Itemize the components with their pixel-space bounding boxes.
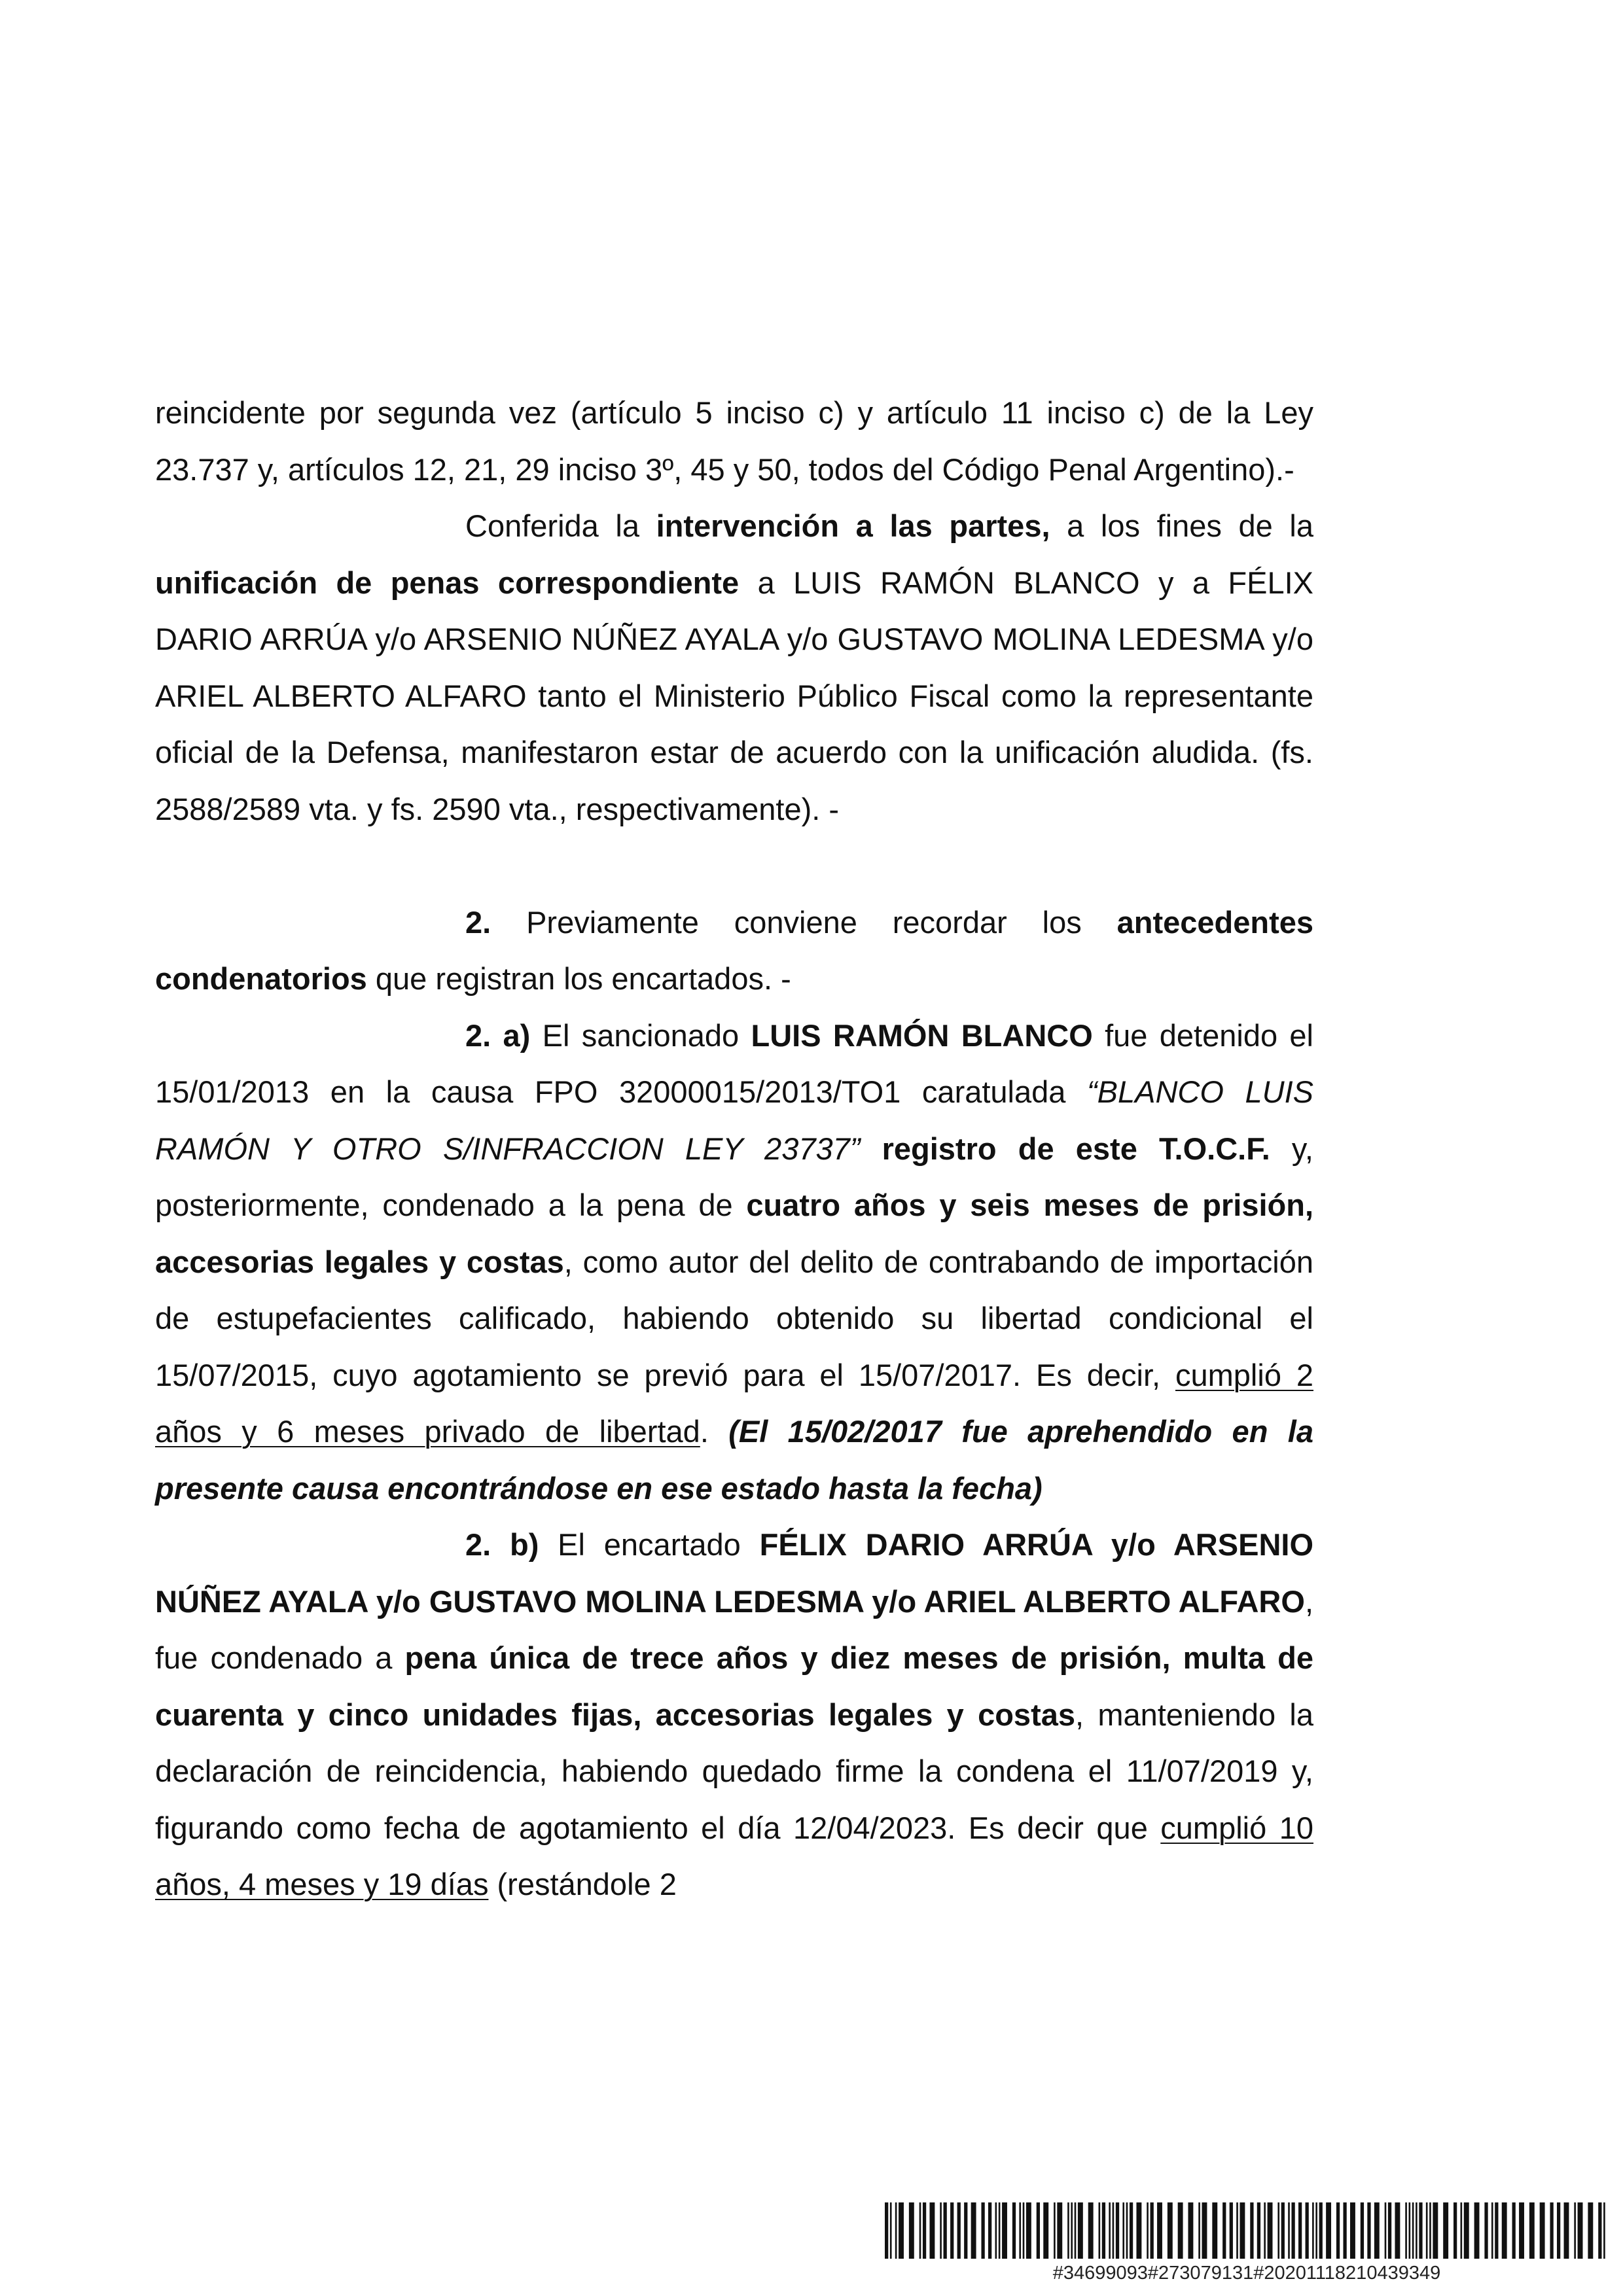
text-run: , manteniendo la declaración de reincidencia, habiendo quedado firme la condena el 11/07/2019 y, figurando como fecha de agotamiento el día 12/04/2023. Es decir que: [155, 1697, 1313, 1845]
barcode-bar: [1426, 2202, 1428, 2259]
barcode-bar: [1306, 2202, 1309, 2259]
barcode-bar: [1102, 2202, 1105, 2259]
text-run: Previamente conviene recordar los: [491, 904, 1117, 940]
barcode-bar: [1126, 2202, 1128, 2259]
barcode-bar: [1178, 2202, 1183, 2259]
barcode-bar: [1474, 2202, 1480, 2259]
barcode-bar: [1043, 2202, 1048, 2259]
barcode-bar: [1385, 2202, 1387, 2259]
barcode-bar: [1540, 2202, 1545, 2259]
barcode-bar: [1281, 2202, 1285, 2259]
barcode-bar: [1026, 2202, 1031, 2259]
barcode-bar: [1312, 2202, 1314, 2259]
barcode-bar: [1054, 2202, 1056, 2259]
text-run: fue detenido el 15/01/2013 en la causa FPO 32000015/2013/TO1 caratulada: [155, 1017, 1313, 1109]
paragraph-legal-citation: [155, 385, 1313, 498]
barcode-bar: [909, 2202, 914, 2259]
barcode-bar: [1222, 2202, 1226, 2259]
text-run: y, posteriormente, condenado a la pena de: [155, 1131, 1313, 1222]
barcode-bar: [957, 2202, 961, 2259]
barcode-bar: [1019, 2202, 1021, 2259]
text-run: que registran los encartados. -: [366, 961, 791, 996]
barcode-bar: [1240, 2202, 1245, 2259]
barcode-bar: [1136, 2202, 1141, 2259]
barcode-bar: [981, 2202, 984, 2259]
barcode-bar: [1343, 2202, 1346, 2259]
barcode-bar: [1388, 2202, 1391, 2259]
text-run: cumplió 10 años, 4 meses y 19 días: [155, 1810, 1313, 1901]
barcode-bar: [1257, 2202, 1260, 2259]
barcode-bar: [1168, 2202, 1173, 2259]
text-run: cumplió 2 años y 6 meses privado de libertad: [155, 1357, 1313, 1449]
barcode-bar: [1464, 2202, 1469, 2259]
barcode-bar: [1012, 2202, 1016, 2259]
barcode-bar: [971, 2202, 976, 2259]
barcode-bar: [1491, 2202, 1493, 2259]
barcode-bar: [1319, 2202, 1323, 2259]
barcode-bar: [1075, 2202, 1077, 2259]
text-run: (restándole 2: [488, 1867, 677, 1901]
text-run: 2.: [465, 904, 491, 940]
paragraph-arrua: [155, 1517, 1313, 1913]
barcode-bar: [1277, 2202, 1279, 2259]
barcode-bar: [1433, 2202, 1438, 2259]
barcode-bar: [1429, 2202, 1431, 2259]
barcode-bar: [1067, 2202, 1069, 2259]
barcode-bar: [919, 2202, 921, 2259]
blank-line: [155, 838, 1313, 894]
barcode-bar: [1268, 2202, 1273, 2259]
paragraph-intervention: [155, 498, 1313, 838]
barcode-bar: [1188, 2202, 1193, 2259]
text-run: 2. a): [465, 1017, 531, 1053]
text-run: a LUIS RAMÓN BLANCO y a FÉLIX DARIO ARRÚA y/o ARSENIO NÚÑEZ AYALA y/o GUSTAVO MOLINA LEDESMA y/o ARIEL ALBERTO ALFARO tanto el Ministerio Público Fiscal como la representante oficial de la Defensa, manifestaron estar de acuerdo con la unificación aludida. (fs. 2588/2589 vta. y fs. 2590 vta., respectivamente). -: [155, 565, 1314, 826]
barcode-bar: [1557, 2202, 1560, 2259]
barcode-bar: [1564, 2202, 1569, 2259]
barcode-bar: [999, 2202, 1001, 2259]
text-run: unificación de penas correspondiente: [155, 565, 740, 600]
barcode-bar: [950, 2202, 954, 2259]
barcode-bar: [1405, 2202, 1407, 2259]
barcode-bar: [899, 2202, 904, 2259]
barcode-bar: [1212, 2202, 1217, 2259]
barcode-bar: [1336, 2202, 1340, 2259]
text-run: a los fines de la: [1050, 508, 1313, 543]
barcode-bar: [1454, 2202, 1457, 2259]
text-run: reincidente por segunda vez (artículo 5 inciso c) y artículo 11 inciso c) de la Ley 23.737 y, artículos 12, 21, 29 inciso 3º, 45 y 50, todos del Código Penal Argentino).-: [155, 395, 1313, 487]
barcode-bar: [1071, 2202, 1073, 2259]
barcode-bar: [1416, 2202, 1418, 2259]
barcode-bar: [940, 2202, 942, 2259]
text-run: antecedentes condenatorios: [155, 904, 1313, 996]
barcode-graphic: [885, 2202, 1609, 2259]
barcode-bar: [885, 2202, 888, 2259]
barcode-bar: [1157, 2202, 1162, 2259]
barcode-bar: [1598, 2202, 1601, 2259]
text-run: intervención a las partes,: [656, 508, 1050, 543]
text-run: , como autor del delito de contrabando de importación de estupefacientes calificado, habiendo obtenido su libertad condicional el 15/07/2015, cuyo agotamiento se previó para el 15/07/2017. Es decir,: [155, 1244, 1313, 1392]
barcode-bar: [1113, 2202, 1115, 2259]
paragraph-blanco: [155, 1008, 1313, 1517]
barcode-bar: [1147, 2202, 1149, 2259]
barcode-bar: [1350, 2202, 1355, 2259]
barcode-bar: [964, 2202, 967, 2259]
barcode-bar: [1361, 2202, 1364, 2259]
barcode-bar: [1578, 2202, 1583, 2259]
barcode-bar: [1574, 2202, 1576, 2259]
barcode-bar: [1023, 2202, 1025, 2259]
barcode-bar: [1326, 2202, 1331, 2259]
barcode-bar: [1512, 2202, 1516, 2259]
text-run: (El 15/02/2017 fue aprehendido en la presente causa encontrándose en ese estado hasta la fecha): [155, 1414, 1313, 1506]
barcode-bar: [1078, 2202, 1083, 2259]
barcode-number: #34699093#273079131#20201118210439349: [1052, 2263, 1441, 2284]
text-run: registro de este T.O.C.F.: [882, 1131, 1270, 1166]
barcode-bar: [1230, 2202, 1233, 2259]
text-run: FÉLIX DARIO ARRÚA y/o ARSENIO NÚÑEZ AYALA y/o GUSTAVO MOLINA LEDESMA y/o ARIEL ALBERTO ALFARO: [155, 1527, 1314, 1619]
barcode-bar: [1150, 2202, 1154, 2259]
text-run: Conferida la: [465, 508, 656, 543]
barcode-bar: [1484, 2202, 1488, 2259]
barcode-bar: [1419, 2202, 1422, 2259]
barcode-bar: [1122, 2202, 1124, 2259]
barcode-bar: [1116, 2202, 1119, 2259]
barcode-bar: [890, 2202, 892, 2259]
barcode-bar: [1529, 2202, 1535, 2259]
barcode-bar: [1291, 2202, 1294, 2259]
text-run: cuatro años y seis meses de prisión, accesorias legales y costas: [155, 1188, 1314, 1279]
barcode-bar: [1099, 2202, 1101, 2259]
barcode-bar: [944, 2202, 947, 2259]
text-run: 2. b): [465, 1527, 539, 1562]
barcode-bar: [1202, 2202, 1207, 2259]
document-body: [155, 385, 1313, 1913]
barcode-bar: [1550, 2202, 1553, 2259]
barcode-bar: [1461, 2202, 1463, 2259]
barcode-bar: [988, 2202, 991, 2259]
barcode-bar: [1588, 2202, 1593, 2259]
barcode-bar: [1409, 2202, 1411, 2259]
barcode-bar: [1250, 2202, 1253, 2259]
barcode-bar: [995, 2202, 997, 2259]
barcode-bar: [929, 2202, 935, 2259]
barcode-bar: [1002, 2202, 1007, 2259]
barcode-bar: [1037, 2202, 1040, 2259]
text-run: , fue condenado a: [155, 1583, 1313, 1675]
barcode-bar: [1198, 2202, 1200, 2259]
barcode-bar: [1130, 2202, 1133, 2259]
barcode-bar: [1288, 2202, 1290, 2259]
barcode-bar: [1443, 2202, 1448, 2259]
text-run: [860, 1131, 882, 1166]
barcode-bar: [1088, 2202, 1094, 2259]
barcode-bar: [1367, 2202, 1370, 2259]
text-run: LUIS RAMÓN BLANCO: [751, 1017, 1093, 1053]
barcode-bar: [1315, 2202, 1317, 2259]
barcode-bar: [1057, 2202, 1062, 2259]
barcode-bar: [895, 2202, 897, 2259]
barcode-bar: [1395, 2202, 1400, 2259]
text-run: pena única de trece años y diez meses de prisión, multa de cuarenta y cinco unidades fijas, accesorias legales y costas: [155, 1640, 1314, 1732]
text-run: El sancionado: [530, 1017, 751, 1053]
paragraph-antecedentes: [155, 894, 1313, 1008]
text-run: .: [700, 1414, 729, 1449]
barcode-bar: [1298, 2202, 1302, 2259]
barcode-bar: [923, 2202, 926, 2259]
barcode-bar: [1519, 2202, 1524, 2259]
barcode-bar: [1109, 2202, 1111, 2259]
barcode-bar: [1502, 2202, 1507, 2259]
barcode-bar: [1236, 2202, 1238, 2259]
barcode-bar: [1603, 2202, 1605, 2259]
text-run: “BLANCO LUIS RAMÓN Y OTRO S/INFRACCION LEY 23737”: [155, 1074, 1313, 1166]
barcode-bar: [1264, 2202, 1266, 2259]
barcode-bar: [1374, 2202, 1380, 2259]
barcode-bar: [1495, 2202, 1498, 2259]
text-run: El encartado: [539, 1527, 760, 1562]
barcode-bar: [1412, 2202, 1414, 2259]
